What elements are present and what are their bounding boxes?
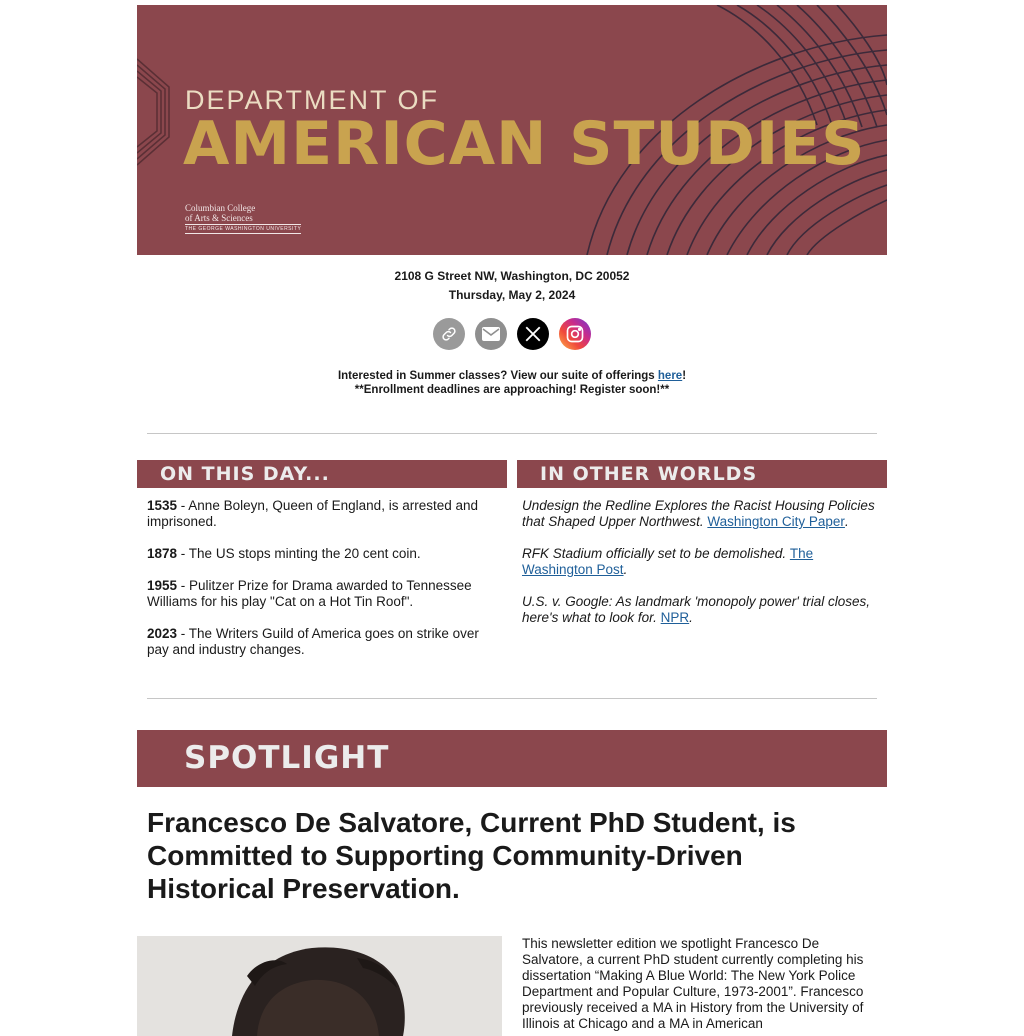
history-year: 1878 [147,546,178,561]
history-text: - Pulitzer Prize for Drama awarded to Tennessee Williams for his play "Cat on a Hot Tin Roof". [147,578,472,609]
address: 2108 G Street NW, Washington, DC 20052 [394,269,630,283]
spotlight-header [137,730,887,787]
social-links [137,318,887,350]
spotlight-headline: Francesco De Salvatore, Current PhD Student, is Committed to Supporting Community-Driven Historical Preservation. [147,807,796,904]
mail-icon[interactable] [475,318,507,350]
news-source-link[interactable]: NPR [660,610,690,625]
other-worlds-header [517,460,887,488]
x-icon[interactable] [517,318,549,350]
link-icon[interactable] [433,318,465,350]
divider [147,698,877,699]
summer-classes-line [137,369,887,383]
header-banner [137,5,887,255]
history-year: 1535 [147,498,178,513]
chevron-ornament [137,57,173,167]
news-headline: RFK Stadium officially set to be demolished. [522,546,790,561]
news-headline: U.S. v. Google: As landmark 'monopoly power' trial closes, here's what to look for. [522,594,871,625]
history-text: - Anne Boleyn, Queen of England, is arrested and imprisoned. [147,498,478,529]
news-end: . [623,562,628,577]
spotlight-bio: This newsletter edition we spotlight Francesco De Salvatore, a current PhD student currently completing his dissertation “Making A Blue World: The New York Police Department and Popular Culture, 1973-2001”. Francesco previously received a MA in History from the University of Illinois at Chicago and a MA in American [522,936,864,1031]
news-source-link[interactable]: Washington City Paper [707,514,845,529]
spotlight-photo [137,936,502,1036]
university-name: THE GEORGE WASHINGTON UNIVERSITY [185,226,302,232]
summer-text-end: ! [682,370,687,382]
divider [147,433,877,434]
news-item [522,546,877,578]
dept-title: AMERICAN STUDIES [183,109,866,179]
news-item [522,594,877,626]
history-item [147,626,497,658]
on-this-day-header [137,460,507,488]
on-this-day-list [147,498,497,674]
news-end: . [844,514,849,529]
offerings-link[interactable]: here [657,370,683,382]
history-text: - The Writers Guild of America goes on strike over pay and industry changes. [147,626,479,657]
history-item [147,498,497,530]
news-source-link[interactable]: The Washington Post [522,546,814,577]
college-line-1: Columbian College [185,203,256,213]
other-worlds-title: IN OTHER WORLDS [540,463,758,485]
dept-subtitle: DEPARTMENT OF [185,85,440,115]
history-text: - The US stops minting the 20 cent coin. [177,546,421,561]
summer-text: Interested in Summer classes? View our suite of offerings [337,370,658,382]
history-item [147,546,497,562]
instagram-icon[interactable] [559,318,591,350]
issue-date: Thursday, May 2, 2024 [448,288,576,302]
spotlight-title: SPOTLIGHT [184,740,390,776]
portrait-image [137,936,502,1036]
college-name [185,203,255,223]
other-worlds-list [522,498,877,642]
news-end: . [689,610,693,625]
history-item [147,578,497,610]
summer-notice [137,369,887,397]
enrollment-deadline: **Enrollment deadlines are approaching! Register soon!** [354,384,670,396]
history-year: 2023 [147,626,178,641]
on-this-day-title: ON THIS DAY... [160,463,330,485]
news-item [522,498,877,530]
history-year: 1955 [147,578,178,593]
college-line-2: of Arts & Sciences [185,213,253,223]
news-headline: Undesign the Redline Explores the Racist Housing Policies that Shaped Upper Northwest. [522,498,875,529]
